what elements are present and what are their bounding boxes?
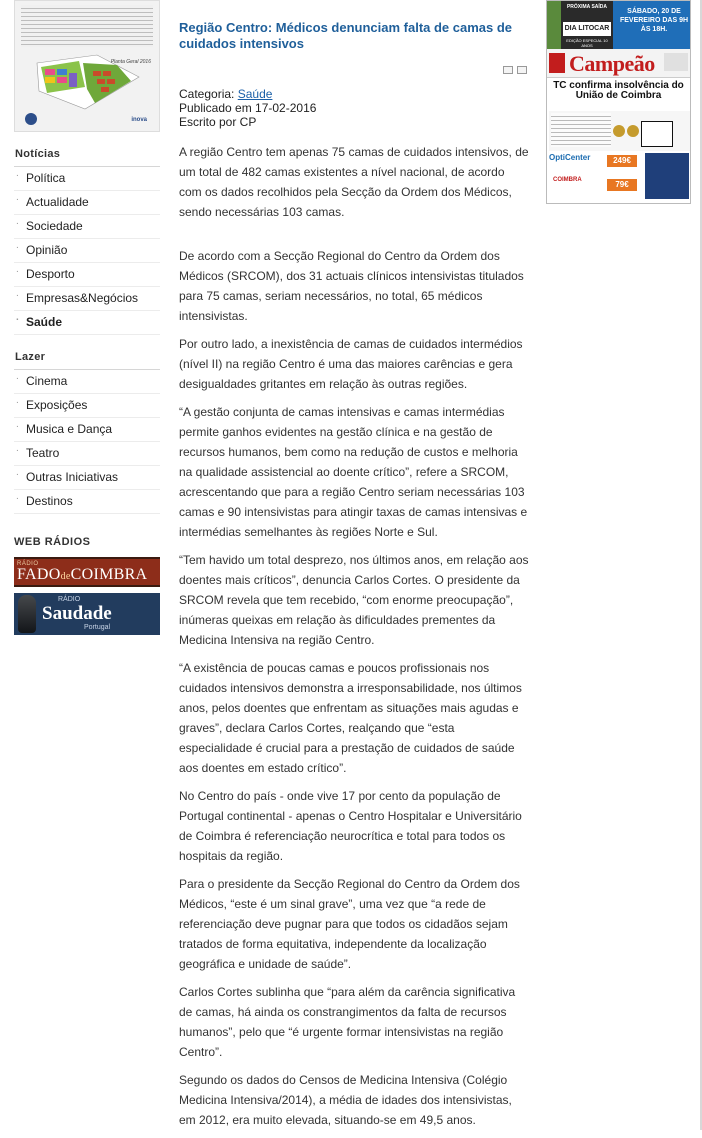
newspaper-ad[interactable] [546,0,691,204]
radio-fado-small: RÁDIO [17,561,39,567]
thumbnail-caption: Planta Geral 2016 [110,59,151,65]
bullet-icon: . [16,443,19,454]
article-tools [503,66,527,74]
ad-date: SÁBADO, 20 DE FEVEREIRO DAS 9H ÀS 18H. [619,8,689,33]
ad-masthead-image [664,53,688,71]
bullet-icon: . [16,192,19,203]
nav-heading-noticias: Notícias [14,148,160,167]
sidebar [14,0,160,635]
bullet-icon: . [16,371,19,382]
ad-card-image [641,121,673,147]
web-radios-section [14,536,160,635]
nav-list-lazer [14,370,160,514]
nav-item-desporto[interactable] [14,263,160,287]
nav-item-musica-danca[interactable] [14,418,160,442]
web-radios-heading: WEB RÁDIOS [14,536,91,548]
nav-item-label: Actualidade [26,195,89,209]
nav-section-lazer [14,351,160,514]
nav-item-opiniao[interactable] [14,239,160,263]
nav-item-outras-iniciativas[interactable] [14,466,160,490]
article-paragraph: Por outro lado, a inexistência de camas de cuidados intermédios (nível II) na região Centro é uma das maiores carências e gera desigualdades gritantes em relação às outras regiões. [179,337,523,391]
bullet-icon: . [16,491,19,502]
nav-heading-lazer: Lazer [14,351,160,370]
article [179,0,529,1138]
nav-item-empresas-negocios[interactable] [14,287,160,311]
ad-city: COIMBRA [553,177,582,183]
nav-item-label: Empresas&Negócios [26,291,139,305]
nav-item-label: Saúde [26,315,63,329]
nav-item-label: Destinos [26,494,73,508]
article-category [179,87,529,101]
promo-thumbnail[interactable] [14,0,160,132]
bullet-icon: . [16,288,19,299]
article-paragraph: No Centro do país - onde vive 17 por cento da população de Portugal continental - apenas o Centro Hospitalar e Universitário de Coimbra é referenciação neurocrítica e total para todos os hospitais da região. [179,789,522,863]
nav-item-label: Musica e Dança [26,422,113,436]
nav-item-teatro[interactable] [14,442,160,466]
nav-item-exposicoes[interactable] [14,394,160,418]
sponsor-logo [25,113,37,125]
article-body [179,142,529,1130]
article-paragraph: “Tem havido um total desprezo, nos últimos anos, em relação aos doentes mais críticos”, denuncia Carlos Cortes. O presidente da SRCOM revela que tem recebido, “com enorme preocupação”, inúmeras queixas em relação às dificuldades prementes da Medicina Intensiva na região Centro. [179,553,529,647]
nav-item-destinos[interactable] [14,490,160,514]
bullet-icon: . [16,467,19,478]
article-paragraph: Para o presidente da Secção Regional do Centro da Ordem dos Médicos, “este é um sinal grave”, uma vez que “a rede de referenciação deve pugnar para que todos os cidadãos sejam tratados de forma equitativa, independente da localização geográfica e unidade de saúde”. [179,877,520,971]
category-label: Categoria: [179,87,235,101]
article-meta [179,87,529,129]
ad-price-1: 249€ [607,155,637,167]
ad-red-block [549,53,565,73]
nav-item-label: Desporto [26,267,75,281]
radio-saudade-small: RÁDIO [58,596,81,603]
nav-section-noticias [14,148,160,335]
article-author: Escrito por CP [179,115,257,129]
bullet-icon: . [16,264,19,275]
nav-item-label: Política [26,171,66,185]
article-paragraph: “A existência de poucas camas e poucos profissionais nos cuidados intensivos demonstra a irresponsabilidade, nos últimos anos, pelos doentes que enfrentam as situações mais agudas e graves”, declara Carlos Cortes, realçando que “esta especialidade é crucial para a prestação de cuidados de saúde aos doentes em estado crítico”. [179,661,522,775]
bullet-icon: . [16,216,19,227]
radio-saudade-name: Saudade [42,603,112,624]
print-icon[interactable] [503,66,513,74]
radio-fado-name-c: COIMBRA [70,566,148,583]
article-paragraph: Segundo os dados do Censos de Medicina Intensiva (Colégio Medicina Intensiva/2014), a média de idades dos intensivistas, em 2012, era muito elevada, situando-se em 49,5 anos. [179,1073,512,1127]
ad-store-sub: EDIÇÃO ESPECIAL 10 ANOS [566,38,608,48]
nav-item-saude[interactable] [14,311,160,335]
coin-icon [627,125,639,137]
ad-strip-opticenter [549,153,690,201]
radio-fado-name-b: de [60,571,71,582]
bullet-icon: . [16,395,19,406]
ad-next-issue: PRÓXIMA SAÍDA [566,4,608,10]
site-plan-image [33,47,143,117]
ad-masthead-title: Campeão [569,51,655,76]
radio-saudade-country: Portugal [84,624,111,631]
nav-item-politica[interactable] [14,167,160,191]
nav-item-label: Teatro [26,446,60,460]
category-link[interactable]: Saúde [237,87,273,101]
ad-masthead [547,49,690,78]
nav-list-noticias [14,167,160,335]
nav-item-cinema[interactable] [14,370,160,394]
email-icon[interactable] [517,66,527,74]
bullet-icon: . [16,419,19,430]
nav-item-label: Cinema [26,374,68,388]
nav-item-label: Opinião [26,243,68,257]
article-paragraph: “A gestão conjunta de camas intensivas e camas intermédias permite ganhos evidentes na gestão clínica e na gestão de recursos humanos, bem como na redução de custos e melhoria na qualidade assistencial ao doente crítico”, refere a SRCOM, acrescentando que para a região Centro seriam necessárias 103 camas e 90 intensivistas para atingir taxas de camas intensivas e intermédias semelhantes às regiões Norte e Sul. [179,405,528,539]
ad-brand: OptiCenter [549,153,591,162]
radio-saudade-banner[interactable] [14,593,160,635]
bullet-icon: . [16,240,19,251]
thumbnail-text [21,5,153,47]
article-published-date: Publicado em 17-02-2016 [179,101,317,115]
nav-item-sociedade[interactable] [14,215,160,239]
radio-fado-name [17,566,147,584]
article-paragraph: Carlos Cortes sublinha que “para além da carência significativa de camas, há ainda os constrangimentos da falta de recursos humanos”, pelo que “é urgente formar intensivistas na região Centro”. [179,985,516,1059]
nav-item-actualidade[interactable] [14,191,160,215]
ad-news-text [551,113,611,147]
ad-strip-news [549,111,690,151]
coin-icon [613,125,625,137]
bullet-icon: . [16,312,19,323]
ad-top-banner [547,1,690,49]
ad-headline: TC confirma insolvência do União de Coimbra [553,80,684,101]
radio-fado-name-a: FADO [17,566,61,583]
ad-side-image [645,153,689,199]
nav-item-label: Outras Iniciativas [26,470,119,484]
article-paragraph: De acordo com a Secção Regional do Centro da Ordem dos Médicos (SRCOM), dos 31 actuais clínicos intensivistas titulados para 75 camas, seriam necessários, no total, 65 médicos intensivistas. [179,249,524,323]
radio-fado-coimbra-banner[interactable] [14,557,160,587]
ad-store: DIA LITOCAR [563,22,611,36]
ad-price-2: 79€ [607,179,637,191]
nav-item-label: Exposições [26,398,88,412]
article-paragraph: A região Centro tem apenas 75 camas de cuidados intensivos, de um total de 482 camas existentes a nível nacional, de acordo com os dados recolhidos pela Secção da Ordem dos Médicos, sendo necessárias 103 camas. [179,145,529,219]
article-title: Região Centro: Médicos denunciam falta de camas de cuidados intensivos [179,20,513,51]
guitar-icon [18,595,36,633]
bullet-icon: . [16,168,19,179]
nav-item-label: Sociedade [26,219,83,233]
inova-logo: inova [131,117,147,123]
